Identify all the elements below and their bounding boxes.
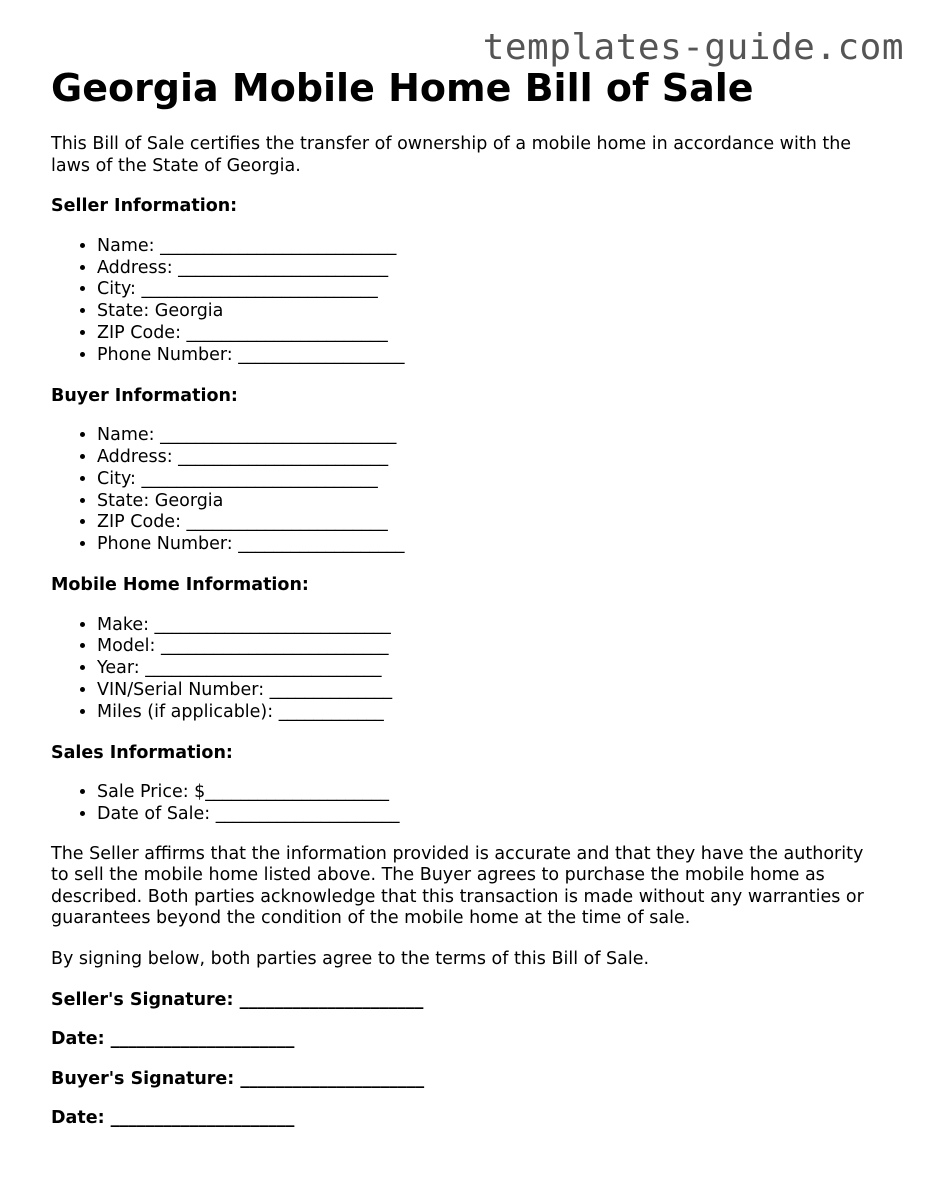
buyer-city-field: • City: ___________________________ bbox=[97, 469, 871, 491]
sale-price-field: • Sale Price: $_____________________ bbox=[97, 782, 871, 804]
sales-heading: Sales Information: bbox=[51, 742, 233, 763]
seller-zip-field: • ZIP Code: _______________________ bbox=[97, 323, 871, 345]
seller-heading: Seller Information: bbox=[51, 196, 238, 217]
document-body bbox=[51, 64, 871, 1130]
miles-field: • Miles (if applicable): ____________ bbox=[97, 702, 871, 724]
vin-field: • VIN/Serial Number: ______________ bbox=[97, 680, 871, 702]
buyer-state-field: • State: Georgia bbox=[97, 491, 871, 513]
seller-phone-field: • Phone Number: ___________________ bbox=[97, 345, 871, 367]
buyer-address-field: • Address: ________________________ bbox=[97, 447, 871, 469]
intro-paragraph: This Bill of Sale certifies the transfer of ownership of a mobile home in accordance with the laws of the State of Georgia. bbox=[51, 134, 852, 176]
mobile-home-list bbox=[51, 615, 871, 724]
buyer-date-line: Date: _____________________ bbox=[51, 1108, 295, 1129]
seller-name-field: • Name: ___________________________ bbox=[97, 236, 871, 258]
page-title: Georgia Mobile Home Bill of Sale bbox=[51, 66, 754, 110]
buyer-name-field: • Name: ___________________________ bbox=[97, 425, 871, 447]
make-field: • Make: ___________________________ bbox=[97, 615, 871, 637]
affirmation-paragraph: The Seller affirms that the information provided is accurate and that they have the authority to sell the mobile home listed above. The Buyer agrees to purchase the mobile home as described. Both parties acknowledge that this transaction is made without any warranties or guarantees beyond the condition of the mobile home at the time of sale. bbox=[51, 843, 864, 929]
buyer-zip-field: • ZIP Code: _______________________ bbox=[97, 512, 871, 534]
model-field: • Model: __________________________ bbox=[97, 636, 871, 658]
seller-list bbox=[51, 236, 871, 367]
watermark-logo: templates-guide.com bbox=[482, 27, 904, 68]
year-field: • Year: ___________________________ bbox=[97, 658, 871, 680]
buyer-list bbox=[51, 425, 871, 556]
sale-date-field: • Date of Sale: _____________________ bbox=[97, 804, 871, 826]
seller-date-line: Date: _____________________ bbox=[51, 1029, 295, 1050]
seller-signature-line: Seller's Signature: _____________________ bbox=[51, 989, 424, 1010]
seller-address-field: • Address: ________________________ bbox=[97, 258, 871, 280]
mobile-home-heading: Mobile Home Information: bbox=[51, 574, 309, 595]
seller-state-field: • State: Georgia bbox=[97, 301, 871, 323]
buyer-signature-line: Buyer's Signature: _____________________ bbox=[51, 1068, 425, 1089]
buyer-phone-field: • Phone Number: ___________________ bbox=[97, 534, 871, 556]
signing-note: By signing below, both parties agree to the terms of this Bill of Sale. bbox=[51, 949, 650, 970]
sales-list bbox=[51, 782, 871, 826]
seller-city-field: • City: ___________________________ bbox=[97, 279, 871, 301]
buyer-heading: Buyer Information: bbox=[51, 385, 238, 406]
